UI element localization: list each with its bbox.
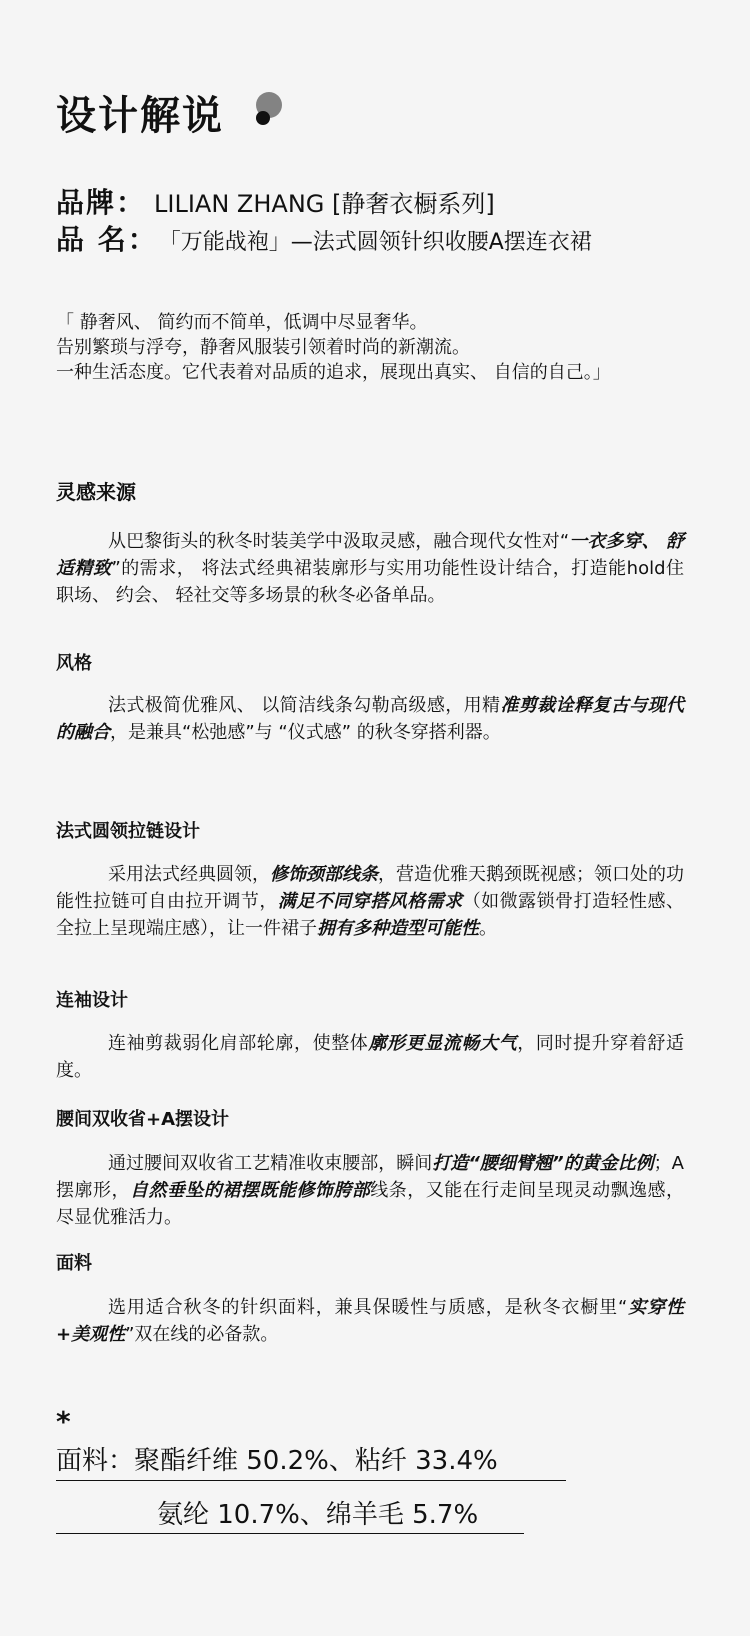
composition-line-1: 面料：聚酯纤维 50.2%、粘纤 33.4% — [56, 1446, 498, 1476]
composition-underline-2 — [56, 1533, 524, 1534]
section-body-inspiration — [56, 528, 684, 609]
body-text: ”的需求， 将法式经典裙装廓形与实用功能性设计结合，打造能hold住职场、 约会、 轻社交等多场景的秋冬必备单品。 — [56, 558, 684, 606]
body-text: 线条，又能在行走间呈现灵动飘逸感，尽显优雅活力。 — [56, 1180, 685, 1228]
section-heading-fabric: 面料 — [56, 1253, 92, 1274]
body-text: ”双在线的必备款。 — [125, 1324, 279, 1345]
product-name-row — [56, 222, 592, 261]
body-text: ，是兼具“松弛感”与 “仪式感” 的秋冬穿搭利器。 — [110, 722, 501, 743]
body-text: 。 — [479, 918, 497, 939]
body-emphasis: 廓形更显流畅大气 — [368, 1033, 518, 1054]
section-heading-sleeve: 连袖设计 — [56, 990, 128, 1011]
page-title: 设计解说 — [56, 93, 224, 139]
composition-underline-1 — [56, 1480, 566, 1481]
body-emphasis: 修饰颈部线条 — [270, 864, 378, 885]
section-heading-collar: 法式圆领拉链设计 — [56, 821, 200, 842]
body-emphasis: 拥有多种造型可能性 — [317, 918, 479, 939]
body-text: 选用适合秋冬的针织面料，兼具保暖性与质感，是秋冬衣橱里“ — [108, 1297, 628, 1318]
section-body-fabric — [56, 1294, 684, 1348]
section-body-sleeve — [56, 1030, 684, 1084]
body-emphasis: 实穿性+美观性 — [56, 1297, 684, 1345]
decorative-black-dot — [256, 111, 270, 125]
body-text: ；A摆廓形， — [56, 1153, 684, 1201]
intro-quote: 「 静奢风、 简约而不简单，低调中尽显奢华。 告别繁琐与浮夸，静奢风服装引领着时尚的新潮流。 一种生活态度。它代表着对品质的追求，展现出真实、 自信的自己。」 — [56, 312, 611, 383]
section-heading-style: 风格 — [56, 653, 92, 674]
body-emphasis: 一衣多穿、 舒适精致 — [56, 531, 684, 579]
product-name-value: 「万能战袍」—法式圆领针织收腰A摆连衣裙 — [169, 230, 592, 255]
body-text: 连袖剪裁弱化肩部轮廓，使整体 — [108, 1033, 369, 1054]
composition-line-2: 氨纶 10.7%、绵羊毛 5.7% — [157, 1500, 479, 1530]
body-text: （如微露锁骨打造轻性感、全拉上呈现端庄感），让一件裙子 — [56, 891, 685, 939]
body-text: 采用法式经典圆领， — [108, 864, 270, 885]
section-body-waist — [56, 1150, 684, 1231]
body-text: 法式极简优雅风、 以简洁线条勾勒高级感，用精 — [108, 695, 501, 716]
brand-label: 品牌： — [56, 186, 147, 219]
product-name-label: 品 名： — [56, 223, 158, 256]
star-marker: * — [56, 1405, 71, 1438]
section-heading-waist: 腰间双收省+A摆设计 — [56, 1109, 230, 1130]
section-heading-inspiration: 灵感来源 — [56, 480, 136, 504]
body-text: ，同时提升穿着舒适度。 — [56, 1033, 685, 1081]
section-body-collar — [56, 861, 684, 942]
section-body-style — [56, 692, 684, 746]
body-emphasis: 准剪裁诠释复古与现代的融合 — [56, 695, 684, 743]
body-text: 通过腰间双收省工艺精准收束腰部，瞬间 — [108, 1153, 433, 1174]
body-text: 从巴黎街头的秋冬时装美学中汲取灵感，融合现代女性对“ — [108, 531, 570, 552]
body-emphasis: 打造“腰细臂翘”的黄金比例 — [432, 1153, 654, 1174]
body-emphasis: 满足不同穿搭风格需求 — [277, 891, 463, 912]
brand-value: LILIAN ZHANG [静奢衣橱系列] — [154, 190, 495, 218]
body-text: ，营造优雅天鹅颈既视感；领口处的功能性拉链可自由拉开调节， — [56, 864, 684, 912]
brand-row — [56, 185, 495, 222]
body-emphasis: 自然垂坠的裙摆既能修饰胯部 — [129, 1180, 371, 1201]
